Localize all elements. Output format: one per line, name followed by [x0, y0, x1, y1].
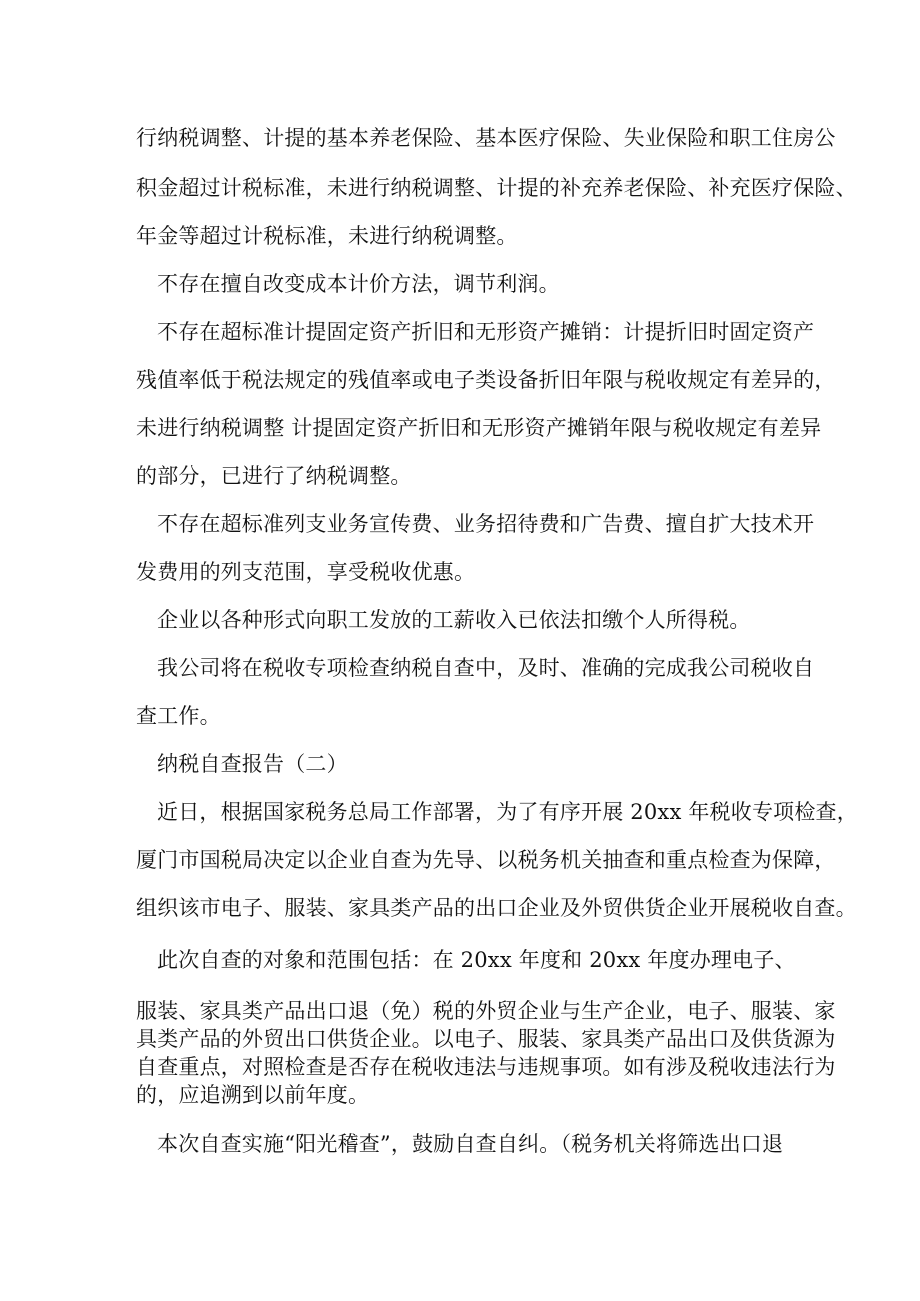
text-line: 查工作。	[136, 704, 221, 728]
text-line: 的部分，已进行了纳税调整。	[136, 464, 412, 488]
text-line: 具类产品的外贸出口供货企业。以电子、服装、家具类产品出口及供货源为	[136, 1027, 836, 1051]
section-heading: 纳税自查报告（二）	[157, 752, 348, 776]
paragraph-start: 此次自查的对象和范围包括：在 20xx 年度和 20xx 年度办理电子、	[157, 948, 796, 972]
paragraph-start: 我公司将在税收专项检查纳税自查中，及时、准确的完成我公司税收自	[157, 656, 815, 680]
text-line: 自查重点，对照检查是否存在税收违法与违规事项。如有涉及税收违法行为	[136, 1055, 836, 1079]
text-line: 的，应追溯到以前年度。	[136, 1083, 370, 1107]
paragraph-start: 近日，根据国家税务总局工作部署，为了有序开展 20xx 年税收专项检查，	[157, 800, 858, 824]
text-line: 行纳税调整、计提的基本养老保险、基本医疗保险、失业保险和职工住房公	[136, 126, 836, 150]
text-line: 组织该市电子、服装、家具类产品的出口企业及外贸供货企业开展税收自查。	[136, 896, 857, 920]
paragraph-start: 不存在擅自改变成本计价方法，调节利润。	[157, 272, 560, 296]
paragraph-start: 本次自查实施“阳光稽查”，鼓励自查自纠。（税务机关将筛选出口退	[157, 1132, 784, 1156]
text-line: 服装、家具类产品出口退（免）税的外贸企业与生产企业，电子、服装、家	[136, 999, 836, 1023]
text-line: 积金超过计税标准，未进行纳税调整、计提的补充养老保险、补充医疗保险、	[136, 176, 857, 200]
text-line: 未进行纳税调整 计提固定资产折旧和无形资产摊销年限与税收规定有差异	[136, 416, 822, 440]
text-line: 发费用的列支范围，享受税收优惠。	[136, 560, 476, 584]
text-line: 厦门市国税局决定以企业自查为先导、以税务机关抽查和重点检查为保障，	[136, 848, 836, 872]
paragraph-start: 不存在超标准列支业务宣传费、业务招待费和广告费、擅自扩大技术开	[157, 512, 815, 536]
text-line: 年金等超过计税标准，未进行纳税调整。	[136, 224, 518, 248]
text-line: 残值率低于税法规定的残值率或电子类设备折旧年限与税收规定有差异的，	[136, 368, 836, 392]
paragraph-start: 企业以各种形式向职工发放的工薪收入已依法扣缴个人所得税。	[157, 608, 751, 632]
paragraph-start: 不存在超标准计提固定资产折旧和无形资产摊销：计提折旧时固定资产	[157, 320, 815, 344]
